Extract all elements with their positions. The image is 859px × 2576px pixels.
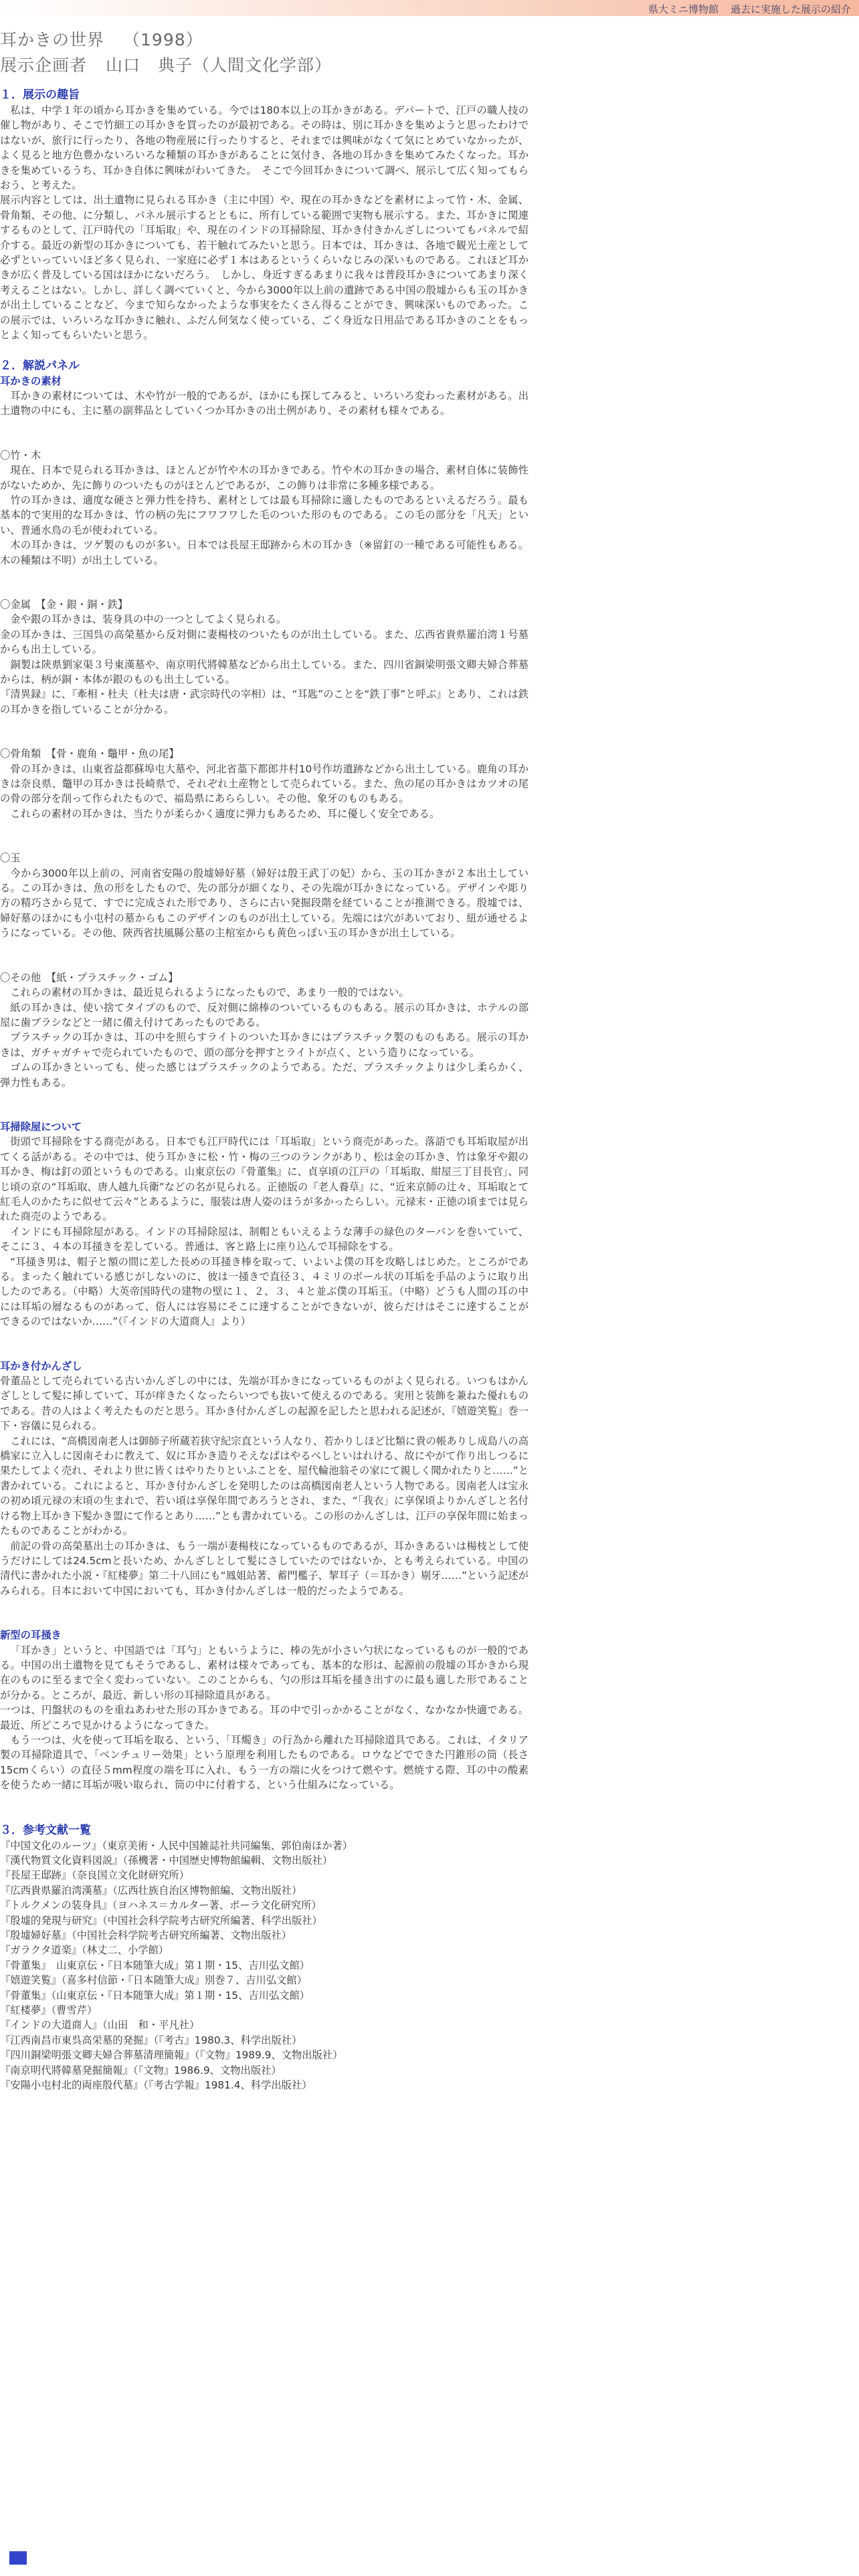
new-earpick-heading: 新型の耳掻き [0,1629,62,1642]
material-other-heading: 〇その他 【紙・プラスチック・ゴム】 [0,971,179,984]
reference-item: 『長屋王邸跡』（奈良国立文化財研究所） [0,1869,189,1882]
new-paragraph-1: 「耳かき」というと、中国語では「耳勺」ともいうように、棒の先が小さい勺状になっているものが一般的である。中国の出土遺物を見てもそうであるし、素材は様々であっても、基本的な形は、起源前の殷墟の耳かきから現在のものに至るまで全く変わっていない。このことからも、勺の形は耳垢を掻き出すのに最も適した形であることが分かる。ところが、最近、新しい形の耳掃除道具がある。 [0,1644,529,1701]
other-paragraph-4: ゴムの耳かきといっても、使った感じはプラスチックのようである。ただ、プラスチックよりは少し柔らかく、弾力性もある。 [0,1061,529,1089]
reference-item: 『広西貴県羅泊湾漢墓』（広西壮族自治区博物館編、文物出版社） [0,1884,302,1897]
top-banner [0,0,859,16]
material-jade-heading: 〇玉 [0,852,21,865]
bottom-marker [9,2551,27,2565]
main-content [0,87,529,2093]
material-metal-heading: 〇金属 【金・銀・銅・鉄】 [0,598,128,611]
ear-cleaner-shop-heading: 耳掃除屋について [0,1120,82,1133]
reference-item: 『骨董集』（山東京伝・『日本随筆大成』第１期・15、吉川弘文館） [0,1989,310,2002]
section-purpose-heading: １．展示の趣旨 [0,88,80,102]
reference-item: 『南京明代將韓墓発掘簡報』（『文物』1986.9、文物出版社） [0,2064,282,2076]
material-subheading: 耳かきの素材 [0,374,62,387]
reference-item: 『トルクメンの装身具』（ヨハネス＝カルター著、ポーラ文化研究所） [0,1899,322,1912]
kanzashi-paragraph-3: 前記の骨の高榮墓出土の耳かきは、もう一端が妻楊枝になっているものであるが、耳かきあるいは楊枝として使うだけにしては24.5cmと長いため、かんざしとして髪にさしていたのではないか、とも考えられている。中国の清代に書かれた小説・『紅楼夢』第二十八回にも“鳳姐站著、蓄門檻子、挈耳子（＝耳かき）剔牙……”という記述がみられる。日本において中国においても、耳かき付かんざしは一般的だったようである。 [0,1539,529,1597]
site-name-link[interactable]: 県大ミニ博物館 [648,3,719,15]
title-name: 耳かきの世界 [0,30,105,49]
metal-paragraph-1: 金や銀の耳かきは、装身具の中の一つとしてよく見られる。 [10,613,287,626]
kanzashi-heading: 耳かき付かんざし [0,1360,82,1372]
purpose-paragraph-1: 私は、中学１年の頃から耳かきを集めている。今では180本以上の耳かきがある。デパートで、江戸の職人技の催し物があり、そこで竹細工の耳かきを買ったのが最初である。その時は、別に耳かきを集めようと思ったわけではないが、旅行に行ったり、各地の物産展に行ったりすると、それまでは興味がなくて気にとめていなかったが、よく見ると地方色豊かないろいろな種類の耳かきがあることに気付き、各地の耳かきを集めてみたくなった。耳かきを集めているうち、耳かき自体に興味がわいてきた。 そこで今回耳かきについて調べ、展示して広く知ってもらおう、と考えた。 [0,104,529,192]
site-nav [648,2,851,16]
purpose-paragraph-2: 展示内容としては、出土遺物に見られる耳かき（主に中国）や、現在の耳かきなどを素材によって竹・木、金属、骨角類、その他、に分類し、パネル展示するとともに、所有している範囲で実物も展示する。また、耳かきに関連するものとして、江戸時代の「耳垢取」や、現在のインドの耳掃除屋、耳かき付きかんざしについてもパネルで紹介する。最近の新型の耳かきについても、若干触れてみたいと思う。日本では、耳かきは、各地で観光土産として必ずといっていいほど多く見られ、一家庭に必ず１本はあるというくらいなじみの深いものである。これほど耳かきが広く普及している国はほかにないだろう。 しかし、身近すぎるあまりに我々は普段耳かきについてあまり深く考えることはない。しかし、詳しく調べていくと、今から3000年以上前の遺跡である中国の殷墟からも玉の耳かきが出土していることなど、今まで知らなかったような事実をたくさん得ることができ、興味深いものであった。この展示では、いろいろな耳かきに触れ、ふだん何気なく使っている、ごく身近な日用品である耳かきのことをもっとよく知ってもらいたいと思う。 [0,194,529,342]
reference-item: 『嬉遊笑覧』（喜多村信節・『日本随筆大成』別巻７、吉川弘文館） [0,1974,307,1987]
planner-name: 山口 典子（人間文化学部） [106,56,332,75]
bamboo-paragraph-1: 現在、日本で見られる耳かきは、ほとんどが竹や木の耳かきである。竹や木の耳かきの場合、素材自体に装飾性がないためか、先に飾りのついたものがほとんどであるが、この飾りは非常に多種多様である。 [0,464,529,492]
shop-paragraph-1: 街頭で耳掃除をする商売がある。日本でも江戸時代には「耳垢取」という商売があった。落語でも耳垢取屋が出てくる話がある。その中では、使う耳かきに松・竹・梅の三つのランクがあり、松は金の耳かき、竹は象牙や銀の耳かき、梅は釘の頭というものである。山東京伝の『骨董集』に、貞享頃の江戸の「耳垢取、紺屋三丁目長官」、同じ頃の京の“耳垢取、唐人越九兵衛”などの名が見られる。正徳版の『老人養草』に、“近来京師の辻々、耳垢取とて紅毛人のかたちに似せて云々”とあるように、服装は唐人姿のほうが多かったらしい。元禄末・正徳の頃までは見られた商売のようである。 [0,1136,529,1223]
kanzashi-paragraph-1: 骨董品として売られている古いかんざしの中には、先端が耳かきになっているものがよく見られる。いつもはかんざしとして髪に挿していて、耳が痒きたくなったらいつでも抜いて使えるのである。実用と装飾を兼ねた優れものである。昔の人はよく考えたものだと思う。耳かき付かんざしの起源を記したと思われる記述が、『嬉遊笑覧』巻一下・容儀に見られる。 [0,1375,529,1432]
shop-paragraph-2: インドにも耳掃除屋がある。インドの耳掃除屋は、制帽ともいえるような薄手の緑色のターバンを巻いていて、そこに３、４本の耳掻きを差している。普通は、客と路上に座り込んで耳掃除をする。 [0,1225,529,1253]
page-title [0,27,203,51]
reference-list [0,1838,529,2093]
reference-item: 『紅楼夢』（曹雪芹） [0,2004,98,2017]
section-references-heading: ３．参考文献一覧 [0,1823,91,1837]
reference-item: 『殷墟的発現与研究』（中国社会科学院考古研究所編著、科学出版社） [0,1914,322,1927]
section-panel-heading: ２．解説パネル [0,358,80,372]
planner-label: 展示企画者 [0,56,88,75]
planner-line [0,52,351,76]
metal-paragraph-4: 『清異録』に、『牽相・杜夫（杜夫は唐・武宗時代の宰相）は、“耳匙”のことを“鉄丁事”と呼ぶ』とあり、これは鉄の耳かきを指していることが分かる。 [0,688,529,716]
metal-paragraph-2: 金の耳かきは、三国呉の高榮墓から反対側に妻楊枝のついたものが出土している。また、広西省貴県羅泊湾１号墓からも出土している。 [0,628,529,656]
reference-item: 『中国文化のルーツ』（東京美術・人民中国雑誌社共同編集、郭伯南ほか著） [0,1839,353,1852]
bone-paragraph-2: これらの素材の耳かきは、当たりが柔らかく適度に弾力もあるため、耳に優しく安全である。 [10,807,440,820]
jade-paragraph-1: 今から3000年以上前の、河南省安陽の殷墟婦好墓（婦好は殷王武丁の妃）から、玉の耳かきが２本出土している。この耳かきは、魚の形をしたもので、先の部分が細くなり、その先端が耳かきになっている。デザインや彫り方の精巧さから見て、すでに完成された形であり、さらに古い発掘段階を経ていることが推測できる。殷墟では、婦好墓のほかにも小屯村の墓からもこのデザインのものが出土している。先端には穴があいており、紐が通せるようになっている。その他、陝西省扶風縣公墓の主棺室からも黄色っぽい玉の耳かきが出土している。 [0,867,529,940]
material-bamboo-heading: 〇竹・木 [0,449,41,461]
bone-paragraph-1: 骨の耳かきは、山東省益都蘇埠屯大墓や、河北省藁下都郎井村10号作坊遺跡などから出土している。鹿角の耳かきは奈良県、鼈甲の耳かきは長崎県で、それぞれ土産物として売られている。また、魚の尾の耳かきはカツオの尾の骨の部分を削って作られたもので、福島県にあららしい。その他、象牙のものもある。 [0,762,529,805]
shop-paragraph-3: “耳掻き男は、帽子と額の間に差した長めの耳掻き棒を取って、いよいよ僕の耳を攻略しはじめた。ところがである。まったく触れている感じがしないのに、彼は一掻きで直径３、４ミリのボール状の耳垢を手品のように取り出したのである。（中略）大英帝国時代の建物の壁に１、２、３、４と並ぶ僕の耳垢玉。（中略）どうも人間の耳の中には耳垢の層なるものがあって、俗人には容易にそこに達することができないが、彼らだけはそこに達することができるのではないか……”（『インドの大道商人』より） [0,1255,529,1328]
new-paragraph-2: 一つは、円盤状のものを重ねあわせた形の耳かきである。耳の中で引っかかることがなく、なかなか快適である。最近、所どころで見かけるようになってきた。 [0,1704,529,1731]
bamboo-paragraph-3: 木の耳かきは、ツゲ製のものが多い。日本では長屋王邸跡から木の耳かき（※留釘の一種である可能性もある。木の種類は不明）が出土している。 [0,539,529,566]
reference-item: 『江西南昌市東呉高栄墓的発掘』（『考古』1980.3、科学出版社） [0,2034,302,2046]
other-paragraph-3: プラスチックの耳かきは、耳の中を照らすライトのついた耳かきにはプラスチック製のものもある。展示の耳かきは、ガチャガチャで売られていたもので、頭の部分を押すとライトが点く、という造りになっている。 [0,1031,529,1059]
material-bone-heading: 〇骨角類 【骨・鹿角・鼈甲・魚の尾】 [0,748,179,760]
other-paragraph-1: これらの素材の耳かきは、最近見られるようになったもので、あまり一般的ではない。 [10,986,409,999]
kanzashi-paragraph-2: これには、“高橋図南老人は御師子所蔵若狭守紀宗直という人なり、若かりしほど比類に貴の帳ありし成島八の高橋家に立入しに図南そわに教えて、奴に耳かき造りそえなばはやるべしといはれける、故にやがて作り出しつるに果たしてよく売れ、それより世に皆くはやりたりといふことを、屋代輪池翁その家にて親しく聞かれたりと……”と書かれている。これによると、耳かき付かんざしを発明したのは高橋図南老人という人物である。図南老人は宝永の初め頃元禄の末頃の生まれで、若い頃は享保年間であろうとされ、また、“「我衣」に享保頃よりかんざしと名付ける物上耳かき下髪かき盟にて作るとあり……”とも書かれている。この形のかんざしは、江戸の享保年間に始まったものであることがわかる。 [0,1434,529,1537]
reference-item: 『漢代物質文化資料図説』（孫機著・中国歴史博物館編輯、文物出版社） [0,1854,333,1866]
new-paragraph-3: もう一つは、火を使って耳垢を取る、という、「耳燭き」の行為から離れた耳掃除道具である。これは、イタリア製の耳掃除道具で、「ベンチュリー効果」という原理を利用したものである。ロウなどでできた円錐形の筒（長さ15cmくらい）の直径５mm程度の端を耳に入れ、もう一方の端に火をつけて燃やす。燃焼する際、耳の中の酸素を使うため一緒に耳垢が吸い取られ、筒の中に付着する、という仕組みになっている。 [0,1733,529,1792]
reference-item: 『ガラクタ道楽』（林丈二、小学館） [0,1944,169,1957]
material-intro: 耳かきの素材については、木や竹が一般的であるが、ほかにも探してみると、いろいろ変わった素材がある。出土遺物の中にも、主に墓の副葬品としていくつか耳かきの出土例があり、その素材も様々である。 [0,389,529,417]
reference-item: 『四川銅梁明張文卿夫婦合葬墓清理簡報』（『文物』1989.9、文物出版社） [0,2049,343,2062]
title-year: （1998） [123,30,203,49]
metal-paragraph-3: 銅製は陝県劉家渠３号東漢墓や、南京明代將韓墓などから出土している。また、四川省銅梁明張文卿夫婦合葬墓からは、柄が銅・本体が銀のものも出土している。 [0,658,529,685]
past-exhibits-link[interactable]: 過去に実施した展示の紹介 [730,3,851,15]
reference-item: 『骨董集』 山東京伝・『日本随筆大成』第１期・15、吉川弘文館） [0,1959,310,1971]
reference-item: 『殷墟婦好墓』（中国社会科学院考古研究所編著、文物出版社） [0,1929,292,1942]
bamboo-paragraph-2: 竹の耳かきは、適度な硬さと弾力性を持ち、素材としては最も耳掃除に適したものであるといえるだろう。最も基本的で実用的な耳かきは、竹の柄の先にフワフワした毛のついた形のものである。この毛の部分を「凡天」といい、普通水鳥の毛が使われている。 [0,494,529,536]
reference-item: 『安陽小屯村北的両座殷代墓』（『考古学報』1981.4、科学出版社） [0,2079,312,2092]
reference-item: 『インドの大道商人』（山田 和・平凡社） [0,2019,200,2032]
other-paragraph-2: 紙の耳かきは、使い捨てタイプのもので、反対側に綿棒のついているものもある。展示の耳かきは、ホテルの部屋に歯ブラシなどと一緒に備え付けてあったものである。 [0,1001,529,1029]
